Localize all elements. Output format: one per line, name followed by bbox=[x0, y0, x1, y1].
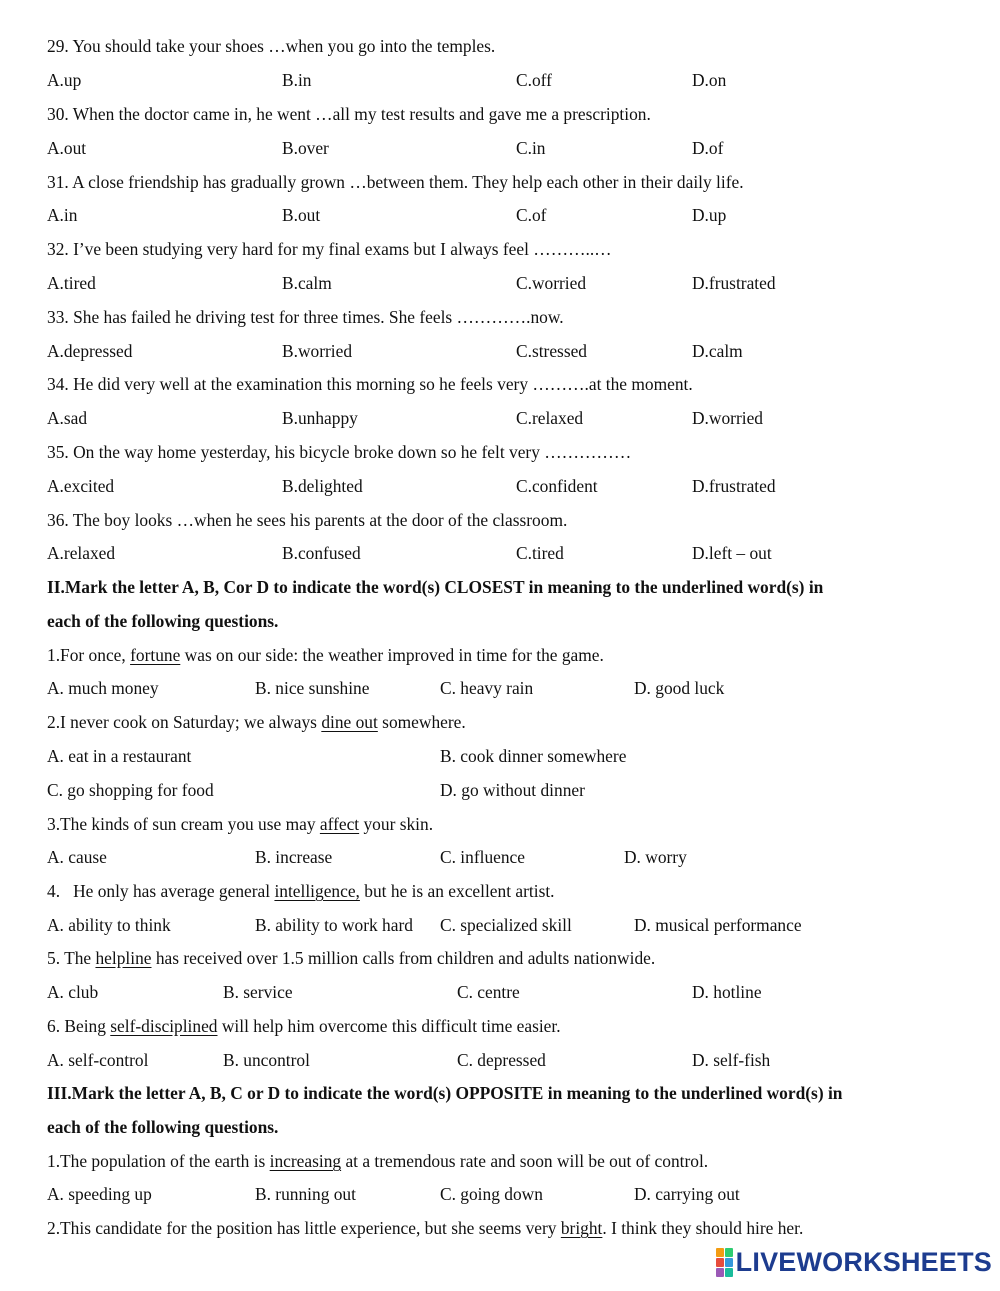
option-c[interactable]: C. heavy rain bbox=[440, 678, 534, 698]
option-c[interactable]: C.stressed bbox=[516, 341, 588, 361]
option-d[interactable]: D. carrying out bbox=[634, 1184, 740, 1204]
option-a[interactable]: A.tired bbox=[47, 273, 96, 293]
s2-question-6: 6. Being self-disciplined will help him overcome this difficult time easier. bbox=[47, 1016, 561, 1036]
question-32: 32. I’ve been studying very hard for my final exams but I always feel ………..… bbox=[47, 239, 612, 259]
option-d[interactable]: D. good luck bbox=[634, 678, 725, 698]
option-a[interactable]: A. self-control bbox=[47, 1050, 149, 1070]
liveworksheets-logo[interactable] bbox=[716, 1247, 992, 1277]
question-30: 30. When the doctor came in, he went …all my test results and gave me a prescription. bbox=[47, 104, 651, 124]
option-a[interactable]: A. much money bbox=[47, 678, 159, 698]
question-29: 29. You should take your shoes …when you go into the temples. bbox=[47, 36, 496, 56]
underlined-word: self-disciplined bbox=[110, 1016, 218, 1036]
option-c[interactable]: C.off bbox=[516, 70, 552, 90]
option-c[interactable]: C.in bbox=[516, 138, 546, 158]
s3-question-1: 1.The population of the earth is increasing at a tremendous rate and soon will be out of control. bbox=[47, 1151, 709, 1171]
option-b[interactable]: B. cook dinner somewhere bbox=[440, 746, 627, 766]
option-b[interactable]: B.worried bbox=[282, 341, 353, 361]
option-c[interactable]: C.relaxed bbox=[516, 408, 584, 428]
question-36: 36. The boy looks …when he sees his parents at the door of the classroom. bbox=[47, 510, 568, 530]
option-a[interactable]: A.in bbox=[47, 205, 78, 225]
underlined-word: helpline bbox=[95, 948, 152, 968]
option-d[interactable]: D.frustrated bbox=[692, 273, 776, 293]
option-a[interactable]: A. eat in a restaurant bbox=[47, 746, 192, 766]
option-d[interactable]: D. worry bbox=[624, 847, 687, 867]
section-3-heading-cont: each of the following questions. bbox=[47, 1117, 279, 1137]
option-a[interactable]: A.up bbox=[47, 70, 82, 90]
option-d[interactable]: D.frustrated bbox=[692, 476, 776, 496]
option-b[interactable]: B.confused bbox=[282, 543, 361, 563]
option-b[interactable]: B. running out bbox=[255, 1184, 356, 1204]
s2-question-1: 1.For once, fortune was on our side: the weather improved in time for the game. bbox=[47, 645, 604, 665]
option-b[interactable]: B.out bbox=[282, 205, 321, 225]
option-a[interactable]: A.out bbox=[47, 138, 87, 158]
option-b[interactable]: B. increase bbox=[255, 847, 333, 867]
option-a[interactable]: A.sad bbox=[47, 408, 88, 428]
option-c[interactable]: C. going down bbox=[440, 1184, 543, 1204]
s2-question-2: 2.I never cook on Saturday; we always dine out somewhere. bbox=[47, 712, 466, 732]
underlined-word: intelligence, bbox=[274, 881, 360, 901]
underlined-word: increasing bbox=[269, 1151, 342, 1171]
option-b[interactable]: B.unhappy bbox=[282, 408, 358, 428]
s2-question-3: 3.The kinds of sun cream you use may affect your skin. bbox=[47, 814, 434, 834]
question-35: 35. On the way home yesterday, his bicycle broke down so he felt very …………… bbox=[47, 442, 632, 462]
option-a[interactable]: A. club bbox=[47, 982, 99, 1002]
logo-block bbox=[716, 1268, 724, 1277]
s3-question-2: 2.This candidate for the position has little experience, but she seems very bright. I think they should hire her. bbox=[47, 1218, 804, 1238]
option-d[interactable]: D.up bbox=[692, 205, 727, 225]
option-c[interactable]: C.of bbox=[516, 205, 547, 225]
option-a[interactable]: A.excited bbox=[47, 476, 115, 496]
option-a[interactable]: A. ability to think bbox=[47, 915, 171, 935]
s2-question-4: 4. He only has average general intelligence, but he is an excellent artist. bbox=[47, 881, 555, 901]
section-2-heading-cont: each of the following questions. bbox=[47, 611, 279, 631]
underlined-word: dine out bbox=[321, 712, 378, 732]
option-a[interactable]: A. speeding up bbox=[47, 1184, 152, 1204]
option-c[interactable]: C.worried bbox=[516, 273, 587, 293]
option-c[interactable]: C.confident bbox=[516, 476, 598, 496]
section-3-heading: III.Mark the letter A, B, C or D to indicate the word(s) OPPOSITE in meaning to the underlined word(s) in bbox=[47, 1083, 843, 1103]
option-b[interactable]: B. ability to work hard bbox=[255, 915, 413, 935]
option-c[interactable]: C.tired bbox=[516, 543, 564, 563]
option-c[interactable]: C. centre bbox=[457, 982, 520, 1002]
option-b[interactable]: B.delighted bbox=[282, 476, 363, 496]
logo-text: LIVEWORKSHEETS bbox=[735, 1247, 992, 1277]
option-d[interactable]: D. self-fish bbox=[692, 1050, 771, 1070]
option-d[interactable]: D. musical performance bbox=[634, 915, 802, 935]
option-a[interactable]: A.depressed bbox=[47, 341, 133, 361]
option-c[interactable]: C. influence bbox=[440, 847, 525, 867]
option-d[interactable]: D.left – out bbox=[692, 543, 772, 563]
option-b[interactable]: B. service bbox=[223, 982, 293, 1002]
option-b[interactable]: B.in bbox=[282, 70, 312, 90]
logo-mark-icon bbox=[716, 1248, 733, 1277]
option-b[interactable]: B.calm bbox=[282, 273, 332, 293]
logo-block bbox=[725, 1258, 733, 1267]
option-b[interactable]: B. uncontrol bbox=[223, 1050, 310, 1070]
logo-block bbox=[725, 1268, 733, 1277]
question-31: 31. A close friendship has gradually grown …between them. They help each other in their daily life. bbox=[47, 172, 744, 192]
underlined-word: bright bbox=[560, 1218, 603, 1238]
question-33: 33. She has failed he driving test for three times. She feels ………….now. bbox=[47, 307, 564, 327]
option-c[interactable]: C. go shopping for food bbox=[47, 780, 214, 800]
option-c[interactable]: C. depressed bbox=[457, 1050, 546, 1070]
option-b[interactable]: B.over bbox=[282, 138, 329, 158]
underlined-word: affect bbox=[319, 814, 360, 834]
logo-block bbox=[725, 1248, 733, 1257]
option-d[interactable]: D.worried bbox=[692, 408, 763, 428]
s2-question-5: 5. The helpline has received over 1.5 million calls from children and adults nationwide. bbox=[47, 948, 656, 968]
option-d[interactable]: D. hotline bbox=[692, 982, 762, 1002]
option-a[interactable]: A. cause bbox=[47, 847, 107, 867]
section-2-heading: II.Mark the letter A, B, Cor D to indicate the word(s) CLOSEST in meaning to the underlined word(s) in bbox=[47, 577, 824, 597]
option-d[interactable]: D.calm bbox=[692, 341, 743, 361]
option-d[interactable]: D.on bbox=[692, 70, 727, 90]
underlined-word: fortune bbox=[130, 645, 181, 665]
question-34: 34. He did very well at the examination this morning so he feels very ……….at the moment. bbox=[47, 374, 693, 394]
option-c[interactable]: C. specialized skill bbox=[440, 915, 572, 935]
option-d[interactable]: D.of bbox=[692, 138, 724, 158]
logo-block bbox=[716, 1248, 724, 1257]
option-d[interactable]: D. go without dinner bbox=[440, 780, 585, 800]
logo-block bbox=[716, 1258, 724, 1267]
option-b[interactable]: B. nice sunshine bbox=[255, 678, 370, 698]
option-a[interactable]: A.relaxed bbox=[47, 543, 116, 563]
